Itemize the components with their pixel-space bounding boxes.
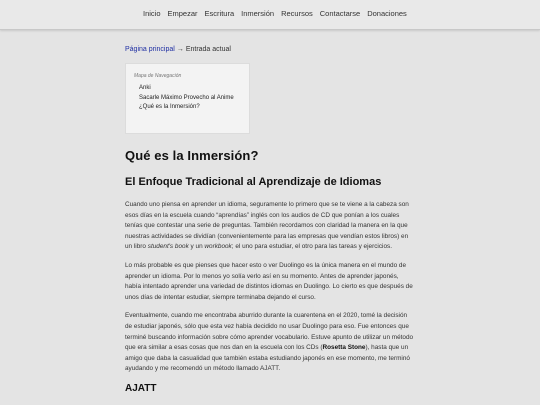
toc-item-anime[interactable]: Sacarle Máximo Provecho al Anime (139, 94, 234, 101)
main-content (125, 46, 415, 394)
paragraph-1: Cuando uno piensa en aprender un idioma, seguramente lo primero que se te viene a la cabeza son esos días en la escuela cuando “aprendías” inglés con los audios de CD que ponían a los cuales tenías que contestar una serie de preguntas. También recordamos con claridad la manera en la que nuestras actividades se dividían (convenientemente para las empresas que vendían estos libros) en un libro student's book y un workbook; el uno para estudiar, el otro para las tareas y ejercicios. (125, 201, 409, 251)
main-nav (143, 9, 407, 18)
nav-item-inmersion[interactable]: Inmersión (241, 9, 275, 18)
section-heading-traditional: El Enfoque Tradicional al Aprendizaje de Idiomas (125, 176, 382, 188)
nav-item-recursos[interactable]: Recursos (281, 9, 313, 18)
emphasis-workbook: workbook (204, 243, 232, 251)
nav-item-contactarse[interactable]: Contactarse (319, 9, 361, 18)
toc-title: Mapa de Navegación (134, 73, 182, 79)
nav-item-donaciones[interactable]: Donaciones (367, 9, 407, 18)
top-navigation-bar (0, 0, 540, 30)
toc-item-anki[interactable]: Anki (139, 85, 151, 91)
toc-item-inmersion[interactable]: ¿Qué es la Inmersión? (139, 104, 200, 110)
paragraph-2: Lo más probable es que pienses que hacer esto o ver Duolingo es la única manera en el mundo de aprender un idioma. Por lo menos yo solía verlo así en su momento. Antes de aprender japonés, había intentado aprender una variedad de distintos idiomas en Duolingo. Lo cierto es que después de unos días de intentar estudiar, siempre terminaba dejando el curso. (125, 261, 413, 301)
nav-item-escritura[interactable]: Escritura (204, 9, 235, 18)
nav-item-empezar[interactable]: Empezar (167, 9, 198, 18)
navigation-map-box (125, 63, 250, 134)
breadcrumb-home-link[interactable]: Página principal (125, 46, 175, 53)
emphasis-students-book: student's book (147, 243, 189, 251)
breadcrumb (125, 46, 415, 53)
page-title: Qué es la Inmersión? (125, 148, 259, 163)
nav-item-inicio[interactable]: Inicio (143, 9, 161, 18)
breadcrumb-separator: → (176, 46, 184, 53)
paragraph-3: Eventualmente, cuando me encontraba aburrido durante la cuarentena en el 2020, tomé la decisión de estudiar japonés, sólo que esta vez había decidido no usar Duolingo para eso. Fue entonces que terminé buscando información sobre cómo aprender vocabulario. Estuve apunto de utilizar un método que era similar a esas cosas que nos dan en la escuela con los CDs (Rosetta Stone), hasta que un amigo que daba la casualidad que también estaba estudiando japonés en ese momento, me terminó ayudando y me recomendó un método llamado AJATT. (125, 312, 414, 373)
bold-rosetta-stone: Rosetta Stone (322, 344, 366, 352)
section-heading-ajatt: AJATT (125, 382, 157, 394)
breadcrumb-current: Entrada actual (185, 46, 231, 53)
